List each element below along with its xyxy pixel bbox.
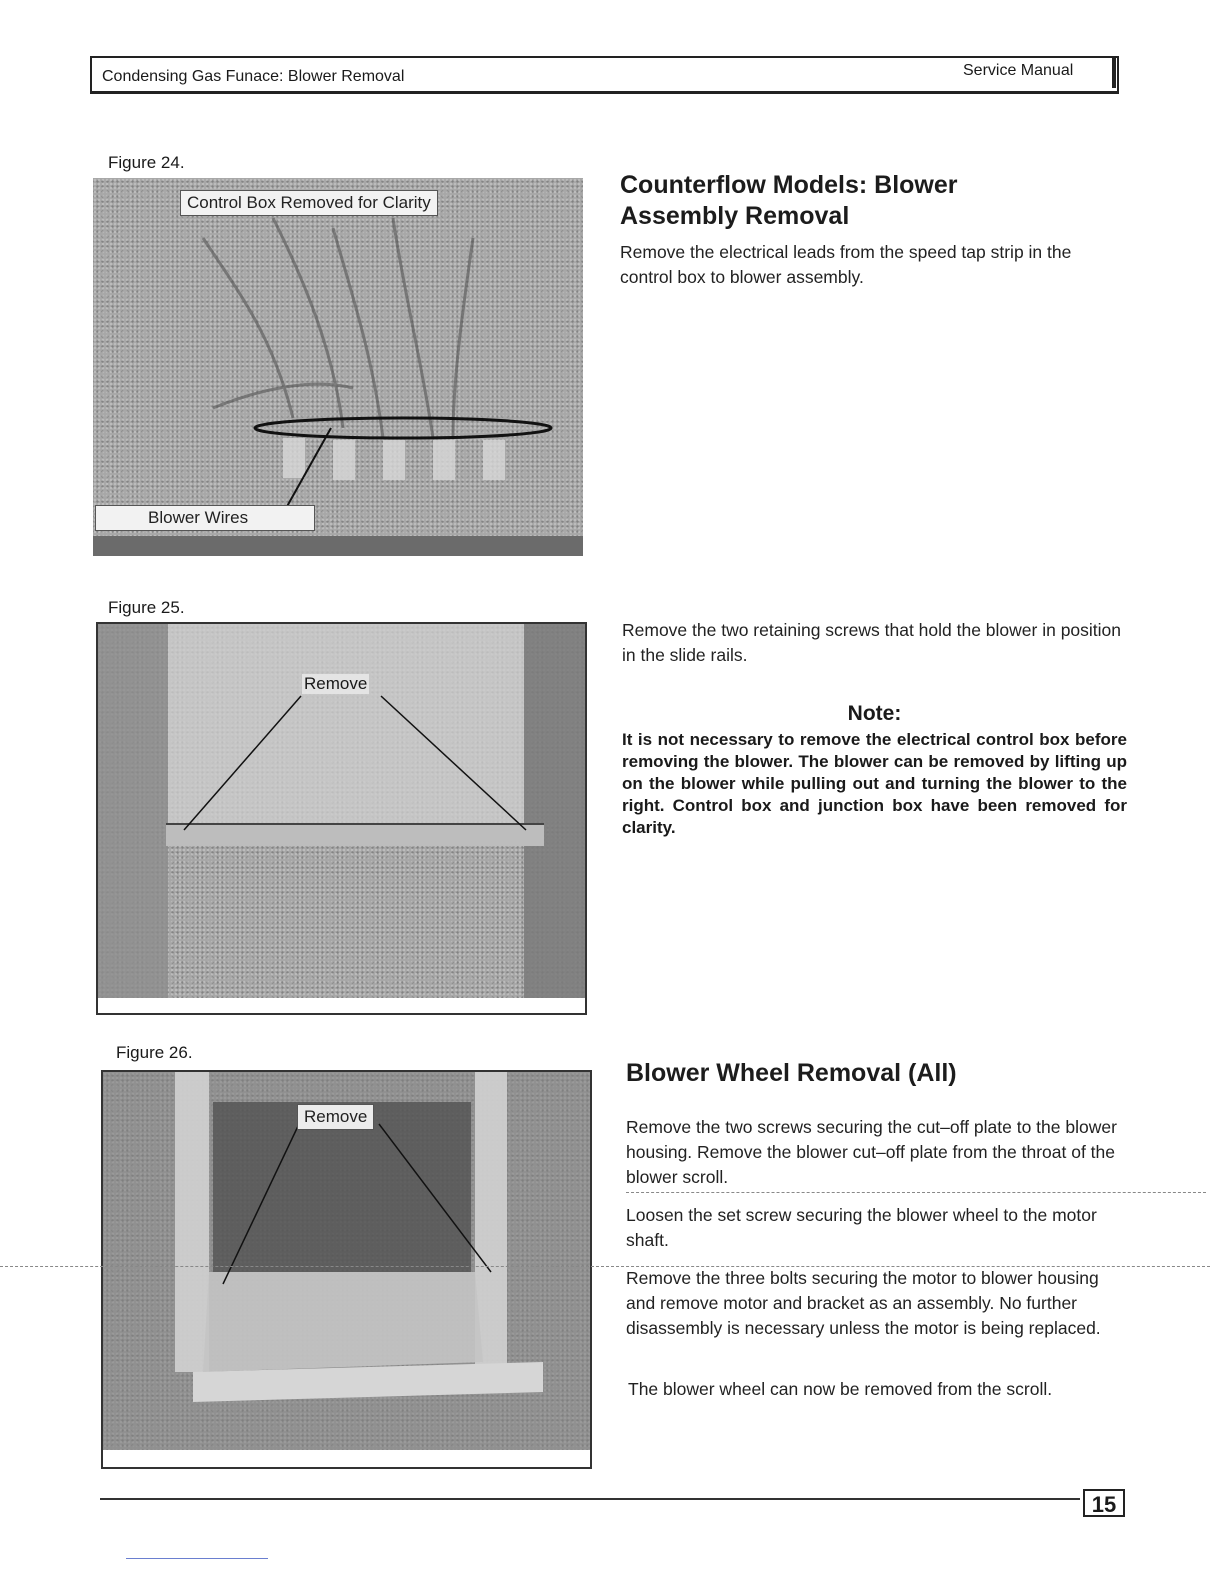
counterflow-step-1: Remove the electrical leads from the speed tap strip in the control box to blower assembly. <box>620 242 1072 287</box>
header-title: Condensing Gas Funace: Blower Removal <box>102 68 405 85</box>
page-number: 15 <box>1083 1489 1125 1517</box>
note-title: Note: <box>847 702 902 725</box>
callout-remove-25: Remove <box>304 674 368 693</box>
callout-remove-26: Remove <box>297 1104 374 1130</box>
footnote-line <box>126 1558 268 1559</box>
figure-24-photo <box>93 178 583 556</box>
header-manual-label: Service Manual <box>963 62 1074 79</box>
callout-control-box: Control Box Removed for Clarity <box>180 190 438 216</box>
divider <box>626 1192 1206 1193</box>
callout-blower-wires: Blower Wires <box>95 505 315 531</box>
blower-wires-highlight <box>255 418 551 438</box>
figure-25-label: Figure 25. <box>108 598 185 617</box>
counterflow-heading: Counterflow Models: Blower Assembly Removal <box>620 171 958 230</box>
blower-wheel-step-1: Remove the two screws securing the cut–off plate to the blower housing. Remove the blower cut–off plate from the throat of the blower scroll. <box>626 1117 1117 1187</box>
blower-wheel-step-2: Loosen the set screw securing the blower wheel to the motor shaft. <box>626 1205 1097 1250</box>
header-marker <box>1112 58 1116 88</box>
counterflow-step-2: Remove the two retaining screws that hold the blower in position in the slide rails. <box>622 620 1122 665</box>
figure-26-label: Figure 26. <box>116 1043 193 1062</box>
blower-wheel-step-3: Remove the three bolts securing the motor to blower housing and remove motor and bracket as an assembly. No further disassembly is necessary unless the motor is being replaced. <box>626 1268 1101 1338</box>
figure-24-label: Figure 24. <box>108 153 185 172</box>
note-body: It is not necessary to remove the electrical control box before removing the blower. The blower can be removed by lifting up on the blower while pulling out and turning the blower to the right. Control box and junction box have been removed for clarity. <box>622 730 1127 837</box>
blower-wheel-step-4: The blower wheel can now be removed from the scroll. <box>628 1379 1053 1399</box>
blower-wheel-heading: Blower Wheel Removal (All) <box>626 1059 957 1087</box>
figure-24-illustration <box>93 178 583 556</box>
footer-rule <box>100 1498 1080 1500</box>
